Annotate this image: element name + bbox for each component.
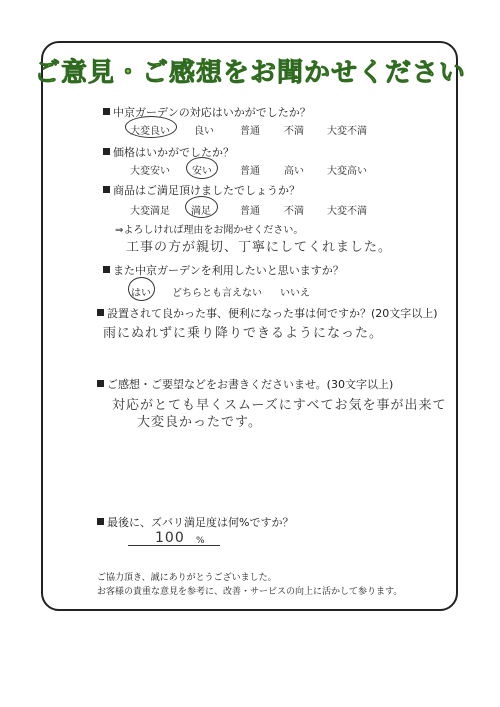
q4-option-no: いいえ xyxy=(280,288,310,299)
footer-message: お客様の貴重な意見を参考に、改善・サービスの向上に活かして参ります。 xyxy=(97,587,403,597)
bullet-square-icon xyxy=(97,380,104,387)
q6-handwritten-answer-line-2: 大変良かったです。 xyxy=(137,415,262,430)
footer-thanks: ご協力頂き、誠にありがとうございました。 xyxy=(97,573,277,583)
question-4-text: また中京ガーデンを利用したいと思いますか？ xyxy=(113,264,344,277)
question-6 xyxy=(97,376,393,392)
bullet-square-icon xyxy=(103,186,110,193)
question-3-text: 商品はご満足頂けましたでしょうか？ xyxy=(113,184,300,197)
question-4-options xyxy=(0,284,500,300)
question-1-options xyxy=(0,122,500,138)
bullet-square-icon xyxy=(97,309,104,316)
question-7 xyxy=(97,514,293,530)
question-5-text: 設置されて良かった事、便利になった事は何ですか？(20文字以上) xyxy=(107,307,438,320)
q3-selection-circle xyxy=(185,196,218,218)
q3-option-dissatisfied: 不満 xyxy=(284,206,304,217)
q3-option-very-dissatisfied: 大変不満 xyxy=(327,206,367,217)
q3-handwritten-answer: 工事の方が親切、丁寧にしてくれました。 xyxy=(126,240,393,255)
bullet-square-icon xyxy=(97,518,104,525)
question-2 xyxy=(103,144,234,160)
q2-option-normal: 普通 xyxy=(240,166,260,177)
question-4 xyxy=(103,262,344,278)
q1-option-very-good: 大変良い xyxy=(130,126,170,137)
q5-handwritten-answer: 雨にぬれずに乗り降りできるようになった。 xyxy=(103,326,384,341)
question-5 xyxy=(97,305,438,321)
q2-option-very-expensive: 大変高い xyxy=(327,166,367,177)
question-6-text: ご感想・ご要望などをお書きくださいませ。(30文字以上) xyxy=(107,378,394,391)
bullet-square-icon xyxy=(103,108,110,115)
q1-option-very-dissatisfied: 大変不満 xyxy=(327,126,367,137)
bullet-square-icon xyxy=(103,148,110,155)
q1-option-dissatisfied: 不満 xyxy=(284,126,304,137)
q3-option-very-satisfied: 大変満足 xyxy=(130,206,170,217)
q3-option-satisfied: 満足 xyxy=(191,206,211,217)
bullet-square-icon xyxy=(103,266,110,273)
q4-selection-circle xyxy=(128,277,155,301)
q2-option-cheap: 安い xyxy=(192,166,212,177)
q2-option-expensive: 高い xyxy=(284,166,304,177)
q3-option-normal: 普通 xyxy=(240,206,260,217)
q3-reason-prompt: ⇒よろしければ理由をお聞かせください。 xyxy=(115,225,304,236)
question-1-text: 中京ガーデンの対応はいかがでしたか？ xyxy=(113,106,311,119)
q1-option-normal: 普通 xyxy=(240,126,260,137)
question-2-options xyxy=(0,162,500,178)
q6-handwritten-answer-line-1: 対応がとても早くスムーズにすべてお気を事が出来て xyxy=(112,398,447,413)
question-3-options xyxy=(0,202,500,218)
q1-option-good: 良い xyxy=(194,126,214,137)
q7-percent-unit: % xyxy=(196,536,205,546)
q2-option-very-cheap: 大変安い xyxy=(130,166,170,177)
q7-answer-underline xyxy=(128,545,220,546)
survey-title: ご意見・ご感想をお聞かせください xyxy=(33,58,466,88)
q2-selection-circle xyxy=(186,157,218,179)
q4-option-yes: はい xyxy=(131,288,151,299)
q7-handwritten-percentage: 100 xyxy=(155,530,185,546)
question-2-text: 価格はいかがでしたか？ xyxy=(113,146,234,159)
q4-option-neither: どちらとも言えない xyxy=(172,288,262,299)
q1-selection-circle xyxy=(125,116,177,138)
question-7-text: 最後に、ズバリ満足度は何%ですか？ xyxy=(107,516,294,529)
